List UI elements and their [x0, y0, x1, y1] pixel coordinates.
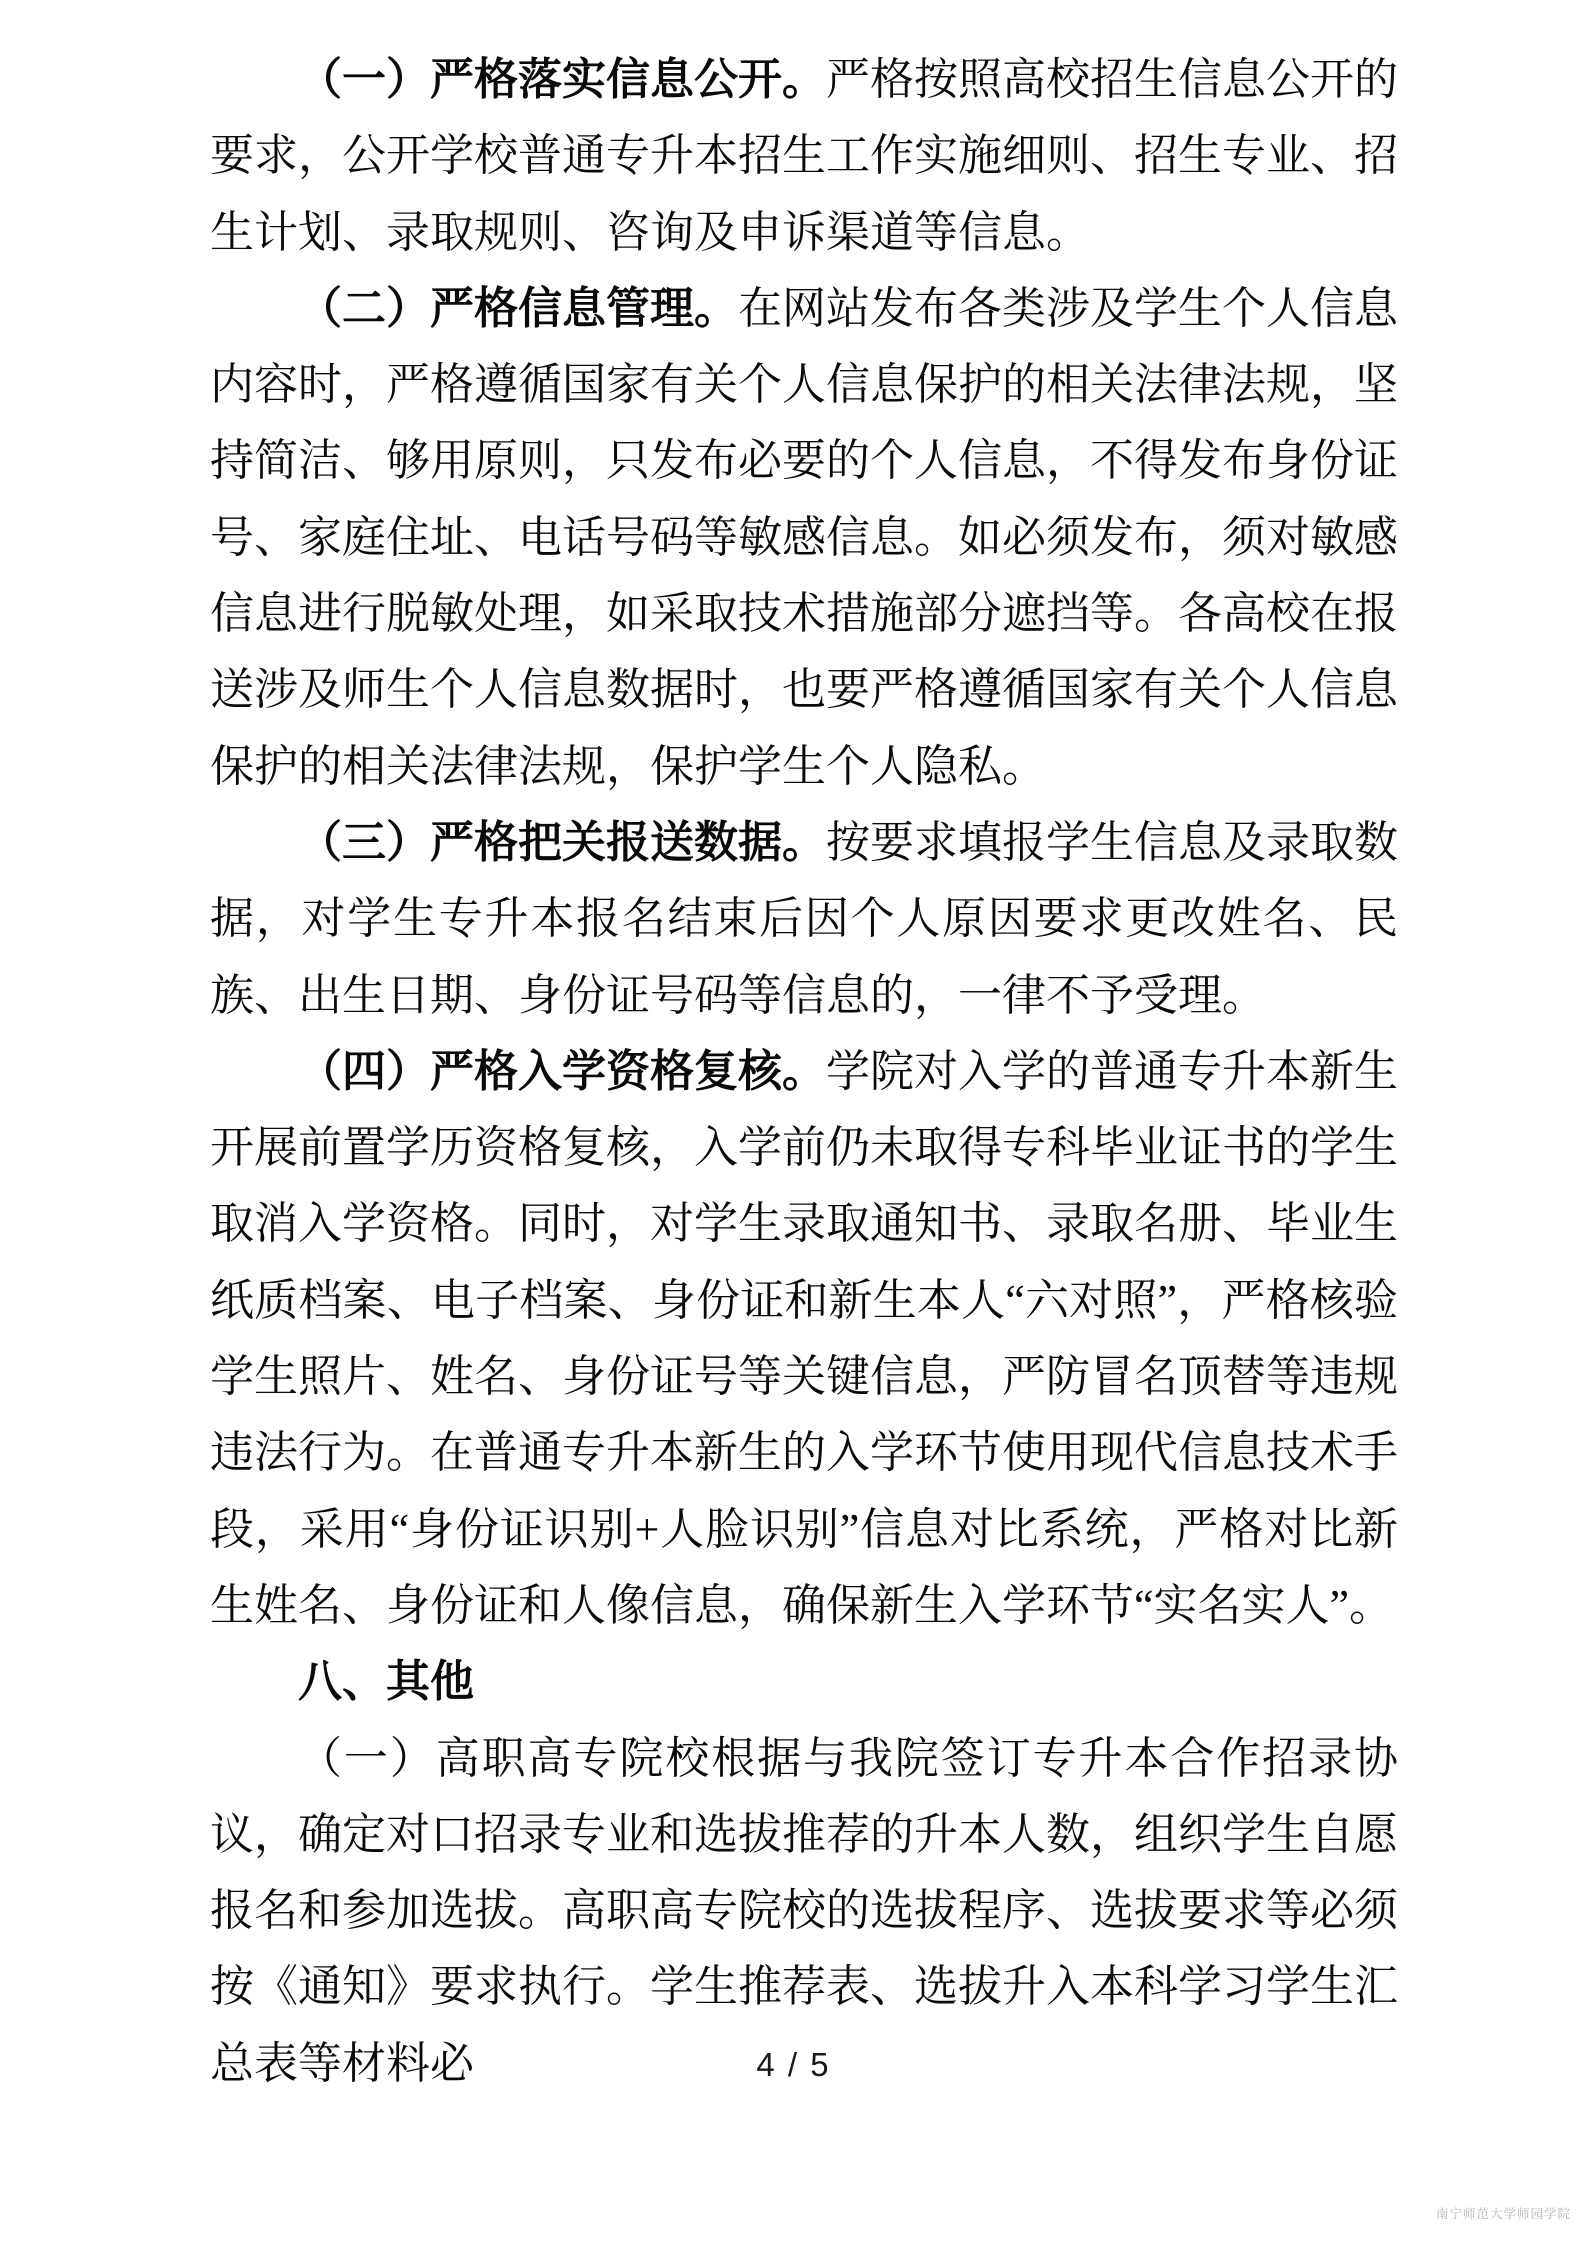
watermark-text: 南宁师范大学师园学院	[1435, 2207, 1571, 2221]
paragraph-text: （一）高职高专院校根据与我院签订专升本合作招录协议，确定对口招录专业和选拔推荐的升本人数，组织学生自愿报名和参加选拔。高职高专院校的选拔程序、选拔要求等必须按《通知》要求执行。学生推荐表、选拔升入本科学习学生汇总表等材料必	[210, 1733, 1398, 2088]
paragraph	[210, 1721, 1398, 2102]
paragraph-text: 学院对入学的普通专升本新生开展前置学历资格复核，入学前仍未取得专科毕业证书的学生取消入学资格。同时，对学生录取通知书、录取名册、毕业生纸质档案、电子档案、身份证和新生本人“六对照”，严格核验学生照片、姓名、身份证号等关键信息，严防冒名顶替等违规违法行为。在普通专升本新生的入学环节使用现代信息技术手段，采用“身份证识别+人脸识别”信息对比系统，严格对比新生姓名、身份证和人像信息，确保新生入学环节“实名实人”。	[210, 1046, 1398, 1630]
paragraph	[210, 805, 1398, 1034]
paragraph	[210, 271, 1398, 805]
paragraph	[210, 42, 1398, 271]
paragraph-text: 严格按照高校招生信息公开的要求，公开学校普通专升本招生工作实施细则、招生专业、招生计划、录取规则、咨询及申诉渠道等信息。	[210, 55, 1398, 257]
section-heading: 八、其他	[298, 1657, 474, 1707]
paragraph-lead: （四）严格入学资格复核。	[298, 1046, 826, 1096]
paragraph-text: 在网站发布各类涉及学生个人信息内容时，严格遵循国家有关个人信息保护的相关法律法规，坚持简洁、够用原则，只发布必要的个人信息，不得发布身份证号、家庭住址、电话号码等敏感信息。如必须发布，须对敏感信息进行脱敏处理，如采取技术措施部分遮挡等。各高校在报送涉及师生个人信息数据时，也要严格遵循国家有关个人信息保护的相关法律法规，保护学生个人隐私。	[210, 283, 1398, 791]
page-number: 4 / 5	[756, 2046, 831, 2083]
paragraph	[210, 1034, 1398, 1644]
paragraph-lead: （二）严格信息管理。	[298, 283, 738, 333]
paragraph-lead: （一）严格落实信息公开。	[298, 55, 826, 104]
paragraph-text: 按要求填报学生信息及录取数据，对学生专升本报名结束后因个人原因要求更改姓名、民族、出生日期、身份证号码等信息的，一律不予受理。	[210, 817, 1398, 1020]
document-body	[210, 42, 1398, 2102]
paragraph-lead: （三）严格把关报送数据。	[298, 817, 826, 867]
